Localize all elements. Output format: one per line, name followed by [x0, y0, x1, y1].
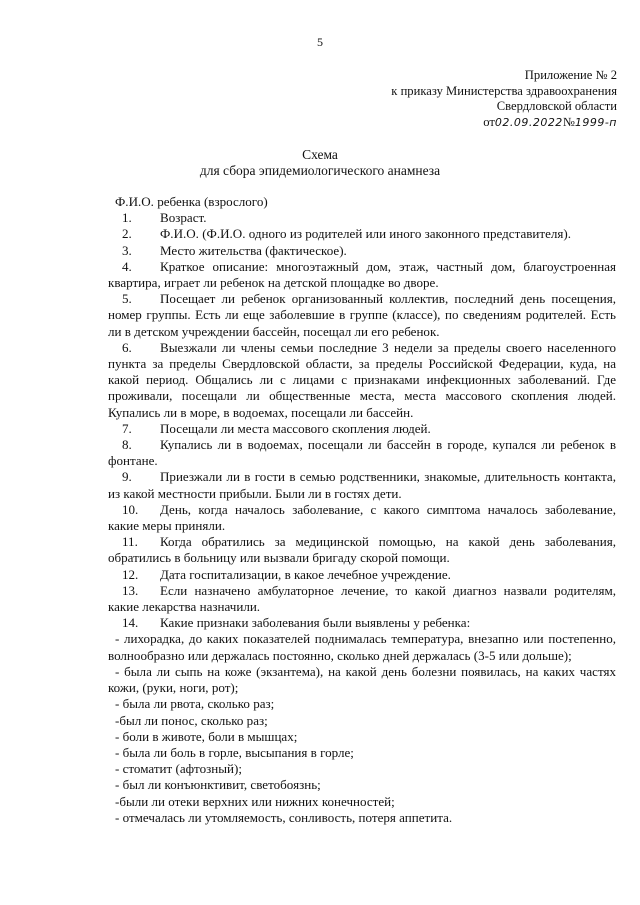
- handwritten-number: 1999-п: [574, 115, 617, 129]
- list-item-text: Посещали ли места массового скопления людей.: [160, 420, 431, 436]
- list-item-number: 10.: [122, 501, 139, 517]
- list-item-number: 11.: [122, 534, 138, 550]
- list-item-number: 7.: [122, 420, 132, 436]
- list-item: [108, 615, 616, 631]
- list-item-number: 14.: [122, 615, 139, 631]
- list-item-text: Краткое описание: многоэтажный дом, этаж, частный дом, благоустроенная квартира, играет ли ребенок на детской площадке во дворе.: [108, 258, 616, 291]
- list-item-text: Место жительства (фактическое).: [160, 242, 347, 258]
- subtitle-line: для сбора эпидемиологического анамнеза: [199, 163, 441, 178]
- list-item: [108, 259, 616, 291]
- list-item: [108, 226, 616, 242]
- symptom-item: -был ли понос, сколько раз;: [115, 712, 268, 728]
- symptom-item: - лихорадка, до каких показателей поднималась температура, внезапно или постепенно, волнообразно или держалась постоянно, сколько дней держалась (3-5 или дольше);: [108, 631, 616, 663]
- list-item-text: Дата госпитализации, в какое лечебное учреждение.: [160, 566, 451, 582]
- symptom-item: - была ли боль в горле, высыпания в горле;: [115, 744, 354, 760]
- appendix-line: к приказу Министерства здравоохранения: [391, 83, 617, 98]
- list-item: [108, 437, 616, 469]
- number-prefix: №: [562, 114, 575, 129]
- list-item: [108, 583, 616, 615]
- list-item: [108, 210, 616, 226]
- symptom-item: - была ли сыпь на коже (экзантема), на какой день болезни появилась, на каких частях кожи, (руки, ноги, рот);: [108, 663, 616, 696]
- document-body: [108, 194, 616, 826]
- date-prefix: от: [483, 114, 495, 129]
- list-item-number: 6.: [122, 339, 132, 355]
- list-item: [108, 291, 616, 340]
- list-item: [108, 534, 616, 566]
- symptom-item: - отмечалась ли утомляемость, сонливость, потеря аппетита.: [115, 809, 453, 825]
- list-item-number: 4.: [122, 258, 132, 274]
- list-item-text: Посещает ли ребенок организованный коллектив, последний день посещения, номер группы. Есть ли еще заболевшие в группе (классе), по сведениям родителей. Есть ли в детском учреждении бассейн, посещал ли его ребенок.: [108, 291, 616, 339]
- list-item-text: Ф.И.О. (Ф.И.О. одного из родителей или иного законного представителя).: [160, 226, 572, 242]
- numbered-list: [108, 210, 616, 631]
- list-item-text: Возраст.: [160, 210, 207, 226]
- symptom-list: [108, 631, 616, 825]
- list-item-number: 12.: [122, 566, 139, 582]
- document-title: [0, 147, 640, 179]
- appendix-header: [391, 68, 617, 130]
- list-item: [108, 243, 616, 259]
- appendix-date-line: [391, 115, 617, 131]
- list-item-number: 9.: [122, 469, 132, 485]
- symptom-item: - боли в животе, боли в мышцах;: [115, 728, 298, 744]
- list-item-number: 2.: [122, 226, 132, 242]
- list-item-text: Приезжали ли в гости в семью родственники, знакомые, длительность контакта, из какой местности прибыли. Были ли в гостях дети.: [108, 469, 616, 501]
- list-item: [108, 340, 616, 421]
- symptom-item: -были ли отеки верхних или нижних конечностей;: [115, 793, 395, 809]
- list-item-text: Выезжали ли члены семьи последние 3 недели за пределы своего населенного пункта за пределы Свердловской области, за пределы Российской Федерации, куда, на какой период. Общались ли с лицами с признаками инфекционных заболеваний. Где проживали, посещали ли общественные места, места массового скопления людей. Купались ли в море, в водоемах, посещали ли бассейн.: [108, 339, 616, 420]
- list-item-text: Когда обратились за медицинской помощью, на какой день заболевания, обратились в больницу или вызвали бригаду скорой помощи.: [108, 534, 616, 566]
- list-item-number: 1.: [122, 210, 132, 226]
- symptom-item: - стоматит (афтозный);: [115, 761, 242, 777]
- handwritten-date: 02.09.2022: [494, 115, 563, 129]
- list-item: [108, 421, 616, 437]
- list-item: [108, 567, 616, 583]
- appendix-line: Приложение № 2: [524, 68, 617, 82]
- list-item-text: Если назначено амбулаторное лечение, то какой диагноз назвали родителям, какие лекарства назначили.: [108, 582, 616, 615]
- page-number: 5: [317, 35, 323, 49]
- list-item-number: 8.: [122, 437, 132, 453]
- symptom-item: - был ли конъюнктивит, светобоязнь;: [115, 777, 321, 793]
- list-item: [108, 469, 616, 501]
- appendix-line: Свердловской области: [496, 99, 617, 113]
- list-item: [108, 502, 616, 534]
- list-item-text: Какие признаки заболевания были выявлены у ребенка:: [160, 615, 471, 631]
- intro-line: Ф.И.О. ребенка (взрослого): [115, 194, 268, 209]
- list-item-text: День, когда началось заболевание, с какого симптома началось заболевание, какие меры приняли.: [108, 501, 616, 534]
- list-item-number: 5.: [122, 291, 132, 307]
- title-line: Схема: [302, 147, 338, 162]
- list-item-number: 13.: [122, 582, 139, 598]
- symptom-item: - была ли рвота, сколько раз;: [115, 696, 275, 712]
- list-item-text: Купались ли в водоемах, посещали ли бассейн в городе, купался ли ребенок в фонтане.: [108, 437, 616, 469]
- list-item-number: 3.: [122, 242, 132, 258]
